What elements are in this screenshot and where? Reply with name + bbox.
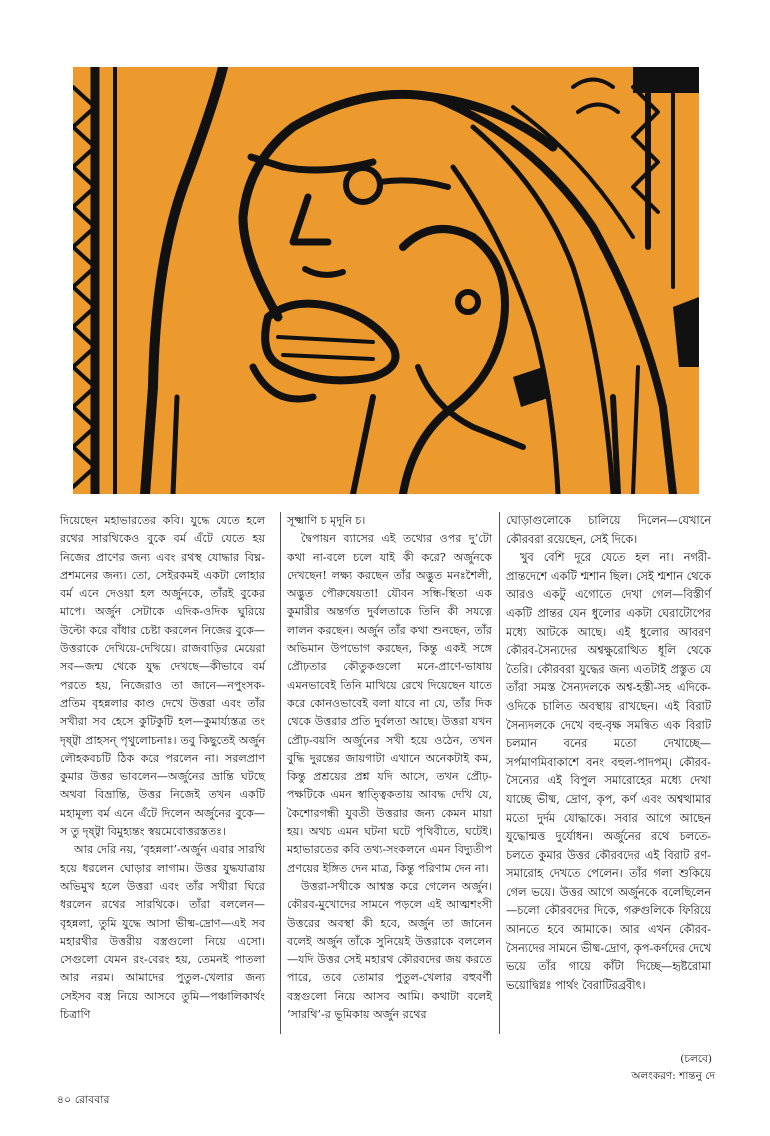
continued-note: (চলবে) [680, 1053, 712, 1065]
paragraph: দ্বৈপায়ন ব্যাসের এই তথ্যের ওপর দু’টো কথা না-বলে চলে যাই কী করে? অর্জুনকে দেখছেন! লক্ষ্য করছেন তাঁর অদ্ভুত মনঃশৈলী, অদ্ভুত পৌরুষেয়তা! যৌবন সন্ধি-স্থিতা এক কুমারীর অন্তর্গত দুর্বলতাকে তিনি কী সযত্নে লালন করছেন। অর্জুন তাঁর কথা শুনছেন, তাঁর অভিমান উপভোগ করছেন, কিন্তু একই সঙ্গে প্রৌঢ়তার কৌতুকগুলো মনে-প্রাণে-ভাষায় এমনভাবেই তিনি মাখিয়ে রেখে দিয়েছেন যাতে করে কোনওভাবেই বলা যাবে না যে, তাঁর দিক থেকে উত্তরার প্রতি দুর্বলতা আছে। উত্তরা যখন প্রৌঢ়-বয়সি অর্জুনের সখী হয়ে ওঠেন, তখন বুদ্ধি দুরন্তের জায়গাটা এখানে অনেকটাই কম, কিন্তু প্রশ্রয়ের প্রশ্ন যদি আসে, তখন প্রৌঢ়-পক্ষটিকে এমন স্বাত্ত্বিকতায় আবদ্ধ দেখি যে, কৈশোরগন্ধী যুবতী উত্তরার জন্য কেমন মায়া হয়। অথচ এমন ঘটনা ঘটে পৃথিবীতে, ঘটেই। মহাভারতের কবি তথ্য-সংকলনে এমন বিদ্যুতীপ প্রণয়ের ইঙ্গিত দেন মাত্র, কিন্তু পরিণাম দেন না। [287, 532, 492, 875]
paragraph: সূক্ষ্মাণি চ মৃদূনি চ। [287, 514, 366, 527]
column-3 [506, 512, 711, 995]
illustration-artwork [73, 67, 699, 494]
column-divider [499, 512, 500, 1034]
paragraph: দিয়েছেন মহাভারতের কবি। যুদ্ধে যেতে হলে রথের সারথিকেও বুকে বর্ম এঁটে যেতে হয় নিজের প্রাণের জন্য এবং রথস্থ যোদ্ধার বিঘ্ন-প্রশমনের জন্য। তো, সেইরকমই একটা লোহার বর্ম এনে দেওয়া হল অর্জুনকে, তাঁরই বুকের মাপে। অর্জুন সেটাকে এদিক-ওদিক ঘুরিয়ে উল্টো করে বাঁধার চেষ্টা করলেন নিজের বুকে—উত্তরাকে দেখিয়ে-দেখিয়ে। রাজবাড়ির মেয়েরা সব—জন্ম থেকে যুদ্ধ দেখছে—কীভাবে বর্ম পরতে হয়, নিজেরাও তা জানে—নপুংসক-প্রতিম বৃহন্নলার কাণ্ড দেখে উত্তরা এবং তাঁর সখীরা সব হেসে কুটিকুটি হল—কুমার্য্যস্তত্র তং দৃষ্ট্বা প্রাহসন্ পৃথুলোচনাঃ। তবু কিছুতেই অর্জুন লৌহকবচটি ঠিক করে পরলেন না। সরলপ্রাণ কুমার উত্তর ভাবলেন—অর্জুনের ভ্রান্তি ঘটছে অথবা বিভ্রান্তি, উত্তর নিজেই তখন একটি মহামূল্য বর্ম এনে এঁটে দিলেন অর্জুনের বুকে—স তু দৃষ্ট্বা বিমুহ্যন্তং স্বয়মেবোত্তরস্ততঃ। [60, 514, 265, 839]
column-2 [287, 512, 492, 1024]
paragraph: উত্তরা-সখীকে আশ্বস্ত করে গেলেন অর্জুন। কৌরব-মুখোদের সামনে পড়লে এই আত্মশংসী উত্তরের অবস্থা কী হবে, অর্জুন তা জানেন বলেই অর্জুন তাঁকে সুনিয়েই উত্তরাকে বললেন—যদি উত্তর সেই মহারথ কৌরবদের জয় করতে পারে, তবে তোমার পুতুল-খেলার বহুবর্ণী বস্ত্রগুলো নিয়ে আসব আমি। কথাটা বলেই ‘সারথি’-র ভূমিকায় অর্জুন রথের [287, 879, 492, 1022]
article-body [60, 512, 710, 1042]
column-divider [280, 512, 281, 1034]
illustration [73, 67, 699, 494]
illustration-credit: অলংকরণ: শান্তনু দে [631, 1070, 715, 1082]
column-1 [60, 512, 265, 1024]
page-folio: ৪০ রোববার [57, 1094, 110, 1106]
paragraph: ঘোড়াগুলোকে চালিয়ে দিলেন—যেখানে কৌরবরা রয়েছেন, সেই দিকে। [506, 514, 711, 546]
paragraph: খুব বেশি দূরে যেতে হল না। নগরী-প্রান্তদেশে একটি শ্মশান ছিল। সেই শ্মশান থেকে আরও একটু এগোতে দেখা গেল—বিস্তীর্ণ একটি প্রান্তর যেন ধুলোর একটা ঘেরাটোপের মধ্যে আটকে আছে। এই ধুলোর আবরণ কৌরব-সৈন্যদের অশ্বক্ষুরোত্থিত ধূলি থেকে তৈরি। কৌরবরা যুদ্ধের জন্য এতটাই প্রস্তুত যে তাঁরা সমস্ত সৈন্যদলকে অশ্ব-হস্তী-সহ এদিকে-ওদিকে চালিত অবস্থায় রাখছেন। এই বিরাট সৈন্যদলকে দেখে বহু-বৃক্ষ সমন্বিত এক বিরাট চলমান বনের মতো দেখাচ্ছে—সর্পমাণমিবাকাশে বনং বহুল-পাদপম্। কৌরব-সৈন্যের এই বিপুল সমারোহের মধ্যে দেখা যাচ্ছে ভীষ্ম, দ্রোণ, কৃপ, কর্ণ এবং অশ্বত্থামার মতো দুর্দম যোদ্ধাকে। সবার আগে আছেন যুদ্ধোন্মত্ত দুর্যোধন। অর্জুনের রথে চলতে-চলতে কুমার উত্তর কৌরবদের এই বিরাট রণ-সমারোহ দেখতে পেলেন। তাঁর গলা শুকিয়ে গেল ভয়ে। উত্তর আগে অর্জুনকে বলেছিলেন—চলো কৌরবদের দিকে, গরুগুলিকে ফিরিয়ে আনতে হবে আমাকে। আর এখন কৌরব-সৈন্যদের সামনে ভীষ্ম-দ্রোণ, কৃপ-কর্ণদের দেখে ভয়ে তাঁর গায়ে কাঁটা দিচ্ছে—হৃষ্টরোমা ভয়োদ্বিগ্নঃ পার্থং বৈরাটিরব্রবীৎ। [506, 551, 711, 992]
paragraph: আর দেরি নয়, ‘বৃহন্নলা’-অর্জুন এবার সারথি হয়ে ধরলেন ঘোড়ার লাগাম। উত্তর যুদ্ধযাত্রায় অভিমুখ হলে উত্তরা এবং তাঁর সখীরা ঘিরে ধরলেন রথের সারথিকে। তাঁরা বললেন—বৃহন্নলা, তুমি যুদ্ধে আসা ভীষ্ম-দ্রোণ—এই সব মহারথীর উত্তরীয় বস্ত্রগুলো নিয়ে এসো। সেগুলো যেমন রং-বেরং হয়, তেমনই পাতলা আর নরম। আমাদের পুতুল-খেলার জন্য সেইসব বস্ত্র নিয়ে আসবে তুমি—পঞ্চালিকার্থং চিত্রাণি [60, 843, 265, 1022]
